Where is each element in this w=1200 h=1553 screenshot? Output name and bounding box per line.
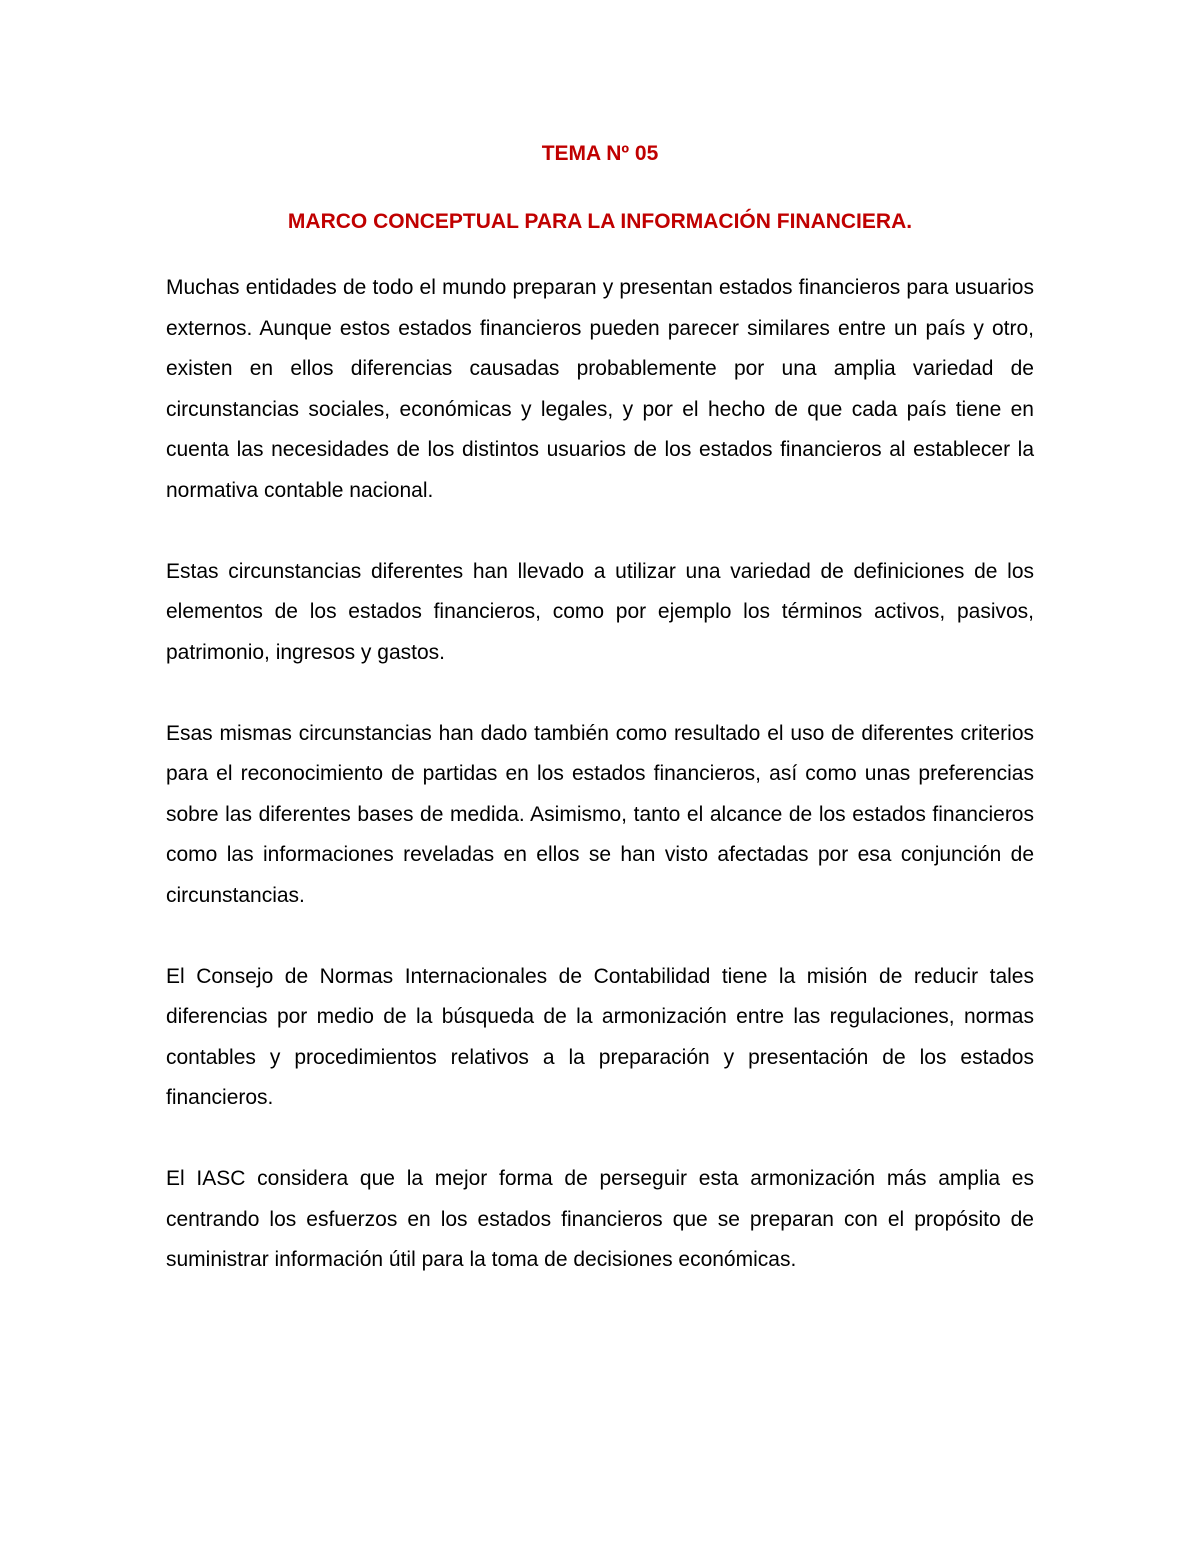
paragraph-3: Esas mismas circunstancias han dado también como resultado el uso de diferentes criterios para el reconocimiento de partidas en los estados financieros, así como unas preferencias sobre las diferentes bases de medida. Asimismo, tanto el alcance de los estados financieros como las informaciones reveladas en ellos se han visto afectadas por esa conjunción de circunstancias. [166,721,1034,907]
document-subtitle: MARCO CONCEPTUAL PARA LA INFORMACIÓN FINANCIERA. [287,210,913,233]
paragraph-5: El IASC considera que la mejor forma de perseguir esta armonización más amplia es centrando los esfuerzos en los estados financieros que se preparan con el propósito de suministrar información útil para la toma de decisiones económicas. [166,1167,1034,1271]
paragraph-1: Muchas entidades de todo el mundo preparan y presentan estados financieros para usuarios externos. Aunque estos estados financieros pueden parecer similares entre un país y otro, existen en ellos diferencias causadas probablemente por una amplia variedad de circunstancias sociales, económicas y legales, y por el hecho de que cada país tiene en cuenta las necesidades de los distintos usuarios de los estados financieros al establecer la normativa contable nacional. [166,276,1034,502]
paragraph-4: El Consejo de Normas Internacionales de Contabilidad tiene la misión de reducir tales diferencias por medio de la búsqueda de la armonización entre las regulaciones, normas contables y procedimientos relativos a la preparación y presentación de los estados financieros. [166,964,1034,1109]
paragraph-2: Estas circunstancias diferentes han llevado a utilizar una variedad de definiciones de los elementos de los estados financieros, como por ejemplo los términos activos, pasivos, patrimonio, ingresos y gastos. [166,559,1034,664]
document-title: TEMA Nº 05 [541,142,659,165]
document-body [166,268,1034,1321]
